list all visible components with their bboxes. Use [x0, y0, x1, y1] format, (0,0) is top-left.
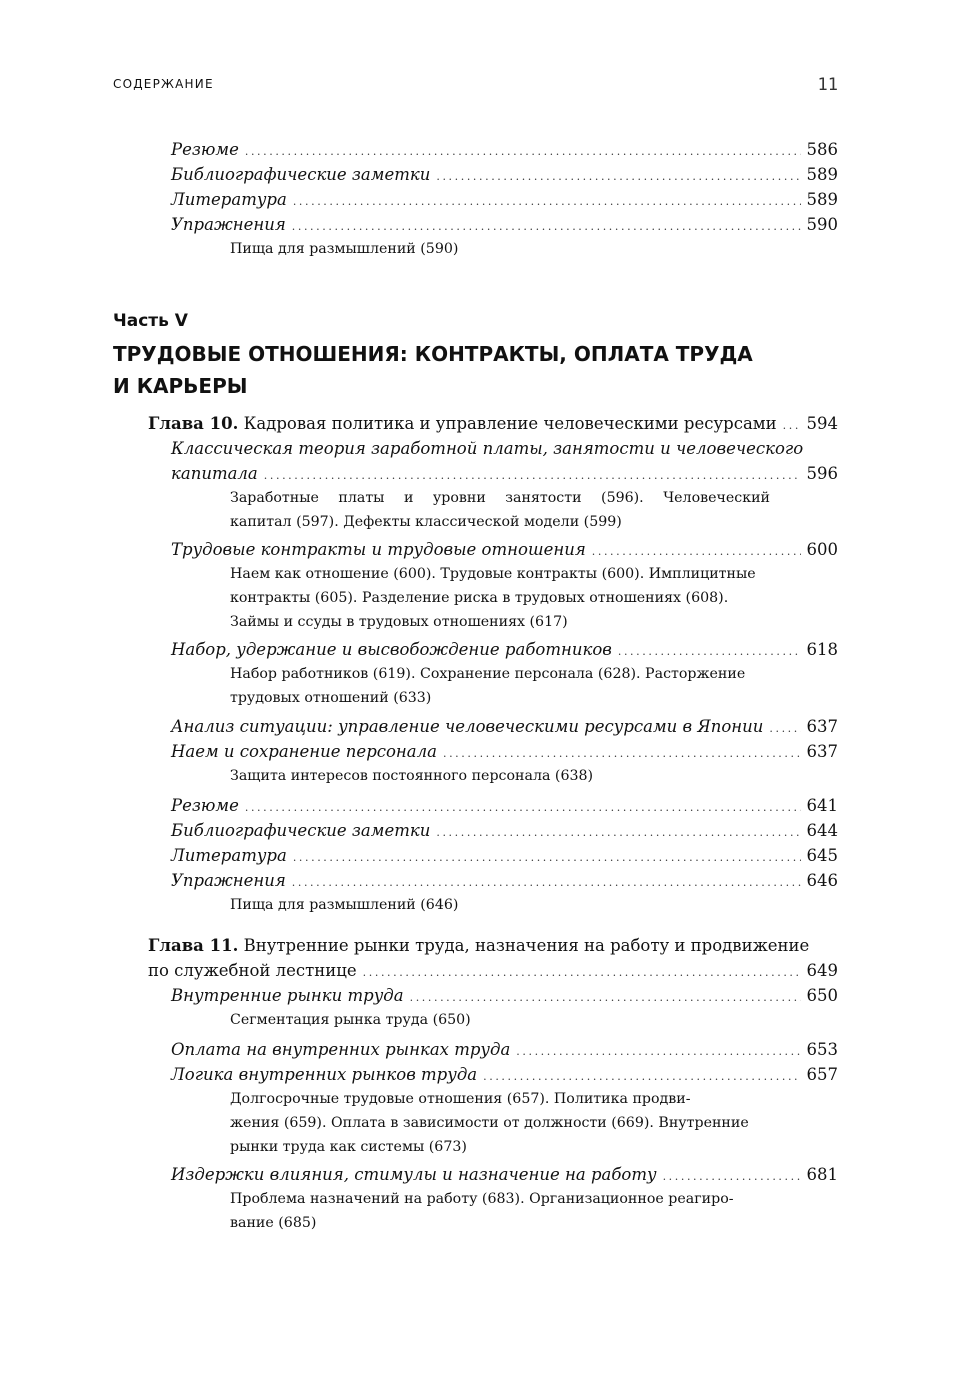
toc-entry-page: 589: [806, 190, 838, 209]
chapter-name: Кадровая политика и управление человеческими ресурсами: [243, 414, 777, 433]
toc-entry[interactable]: [171, 1162, 838, 1189]
dot-leader: [292, 870, 801, 895]
toc-entry-page: 681: [806, 1165, 838, 1184]
toc-entry-page: 637: [806, 717, 838, 736]
toc-entry[interactable]: [171, 1062, 838, 1089]
toc-entry-title: Упражнения: [171, 215, 286, 234]
chapter-entry[interactable]: [148, 958, 838, 985]
toc-subtopics: [230, 764, 770, 788]
toc-entry-title: Резюме: [171, 796, 239, 815]
chapter-page: 649: [806, 961, 838, 980]
dot-leader: [783, 413, 801, 438]
toc-entry[interactable]: [171, 137, 838, 164]
part-label: Часть V: [113, 311, 188, 331]
toc-entry-page: 645: [806, 846, 838, 865]
subtopic-line: Сегментация рынка труда (650): [230, 1012, 471, 1028]
subtopic-line: Проблема назначений на работу (683). Организационное реагиро-: [230, 1191, 734, 1207]
toc-entry-page: 637: [806, 742, 838, 761]
dot-leader: [483, 1064, 800, 1089]
subtopic-line: жения (659). Оплата в зависимости от должности (669). Внутренние: [230, 1115, 749, 1131]
dot-leader: [436, 820, 800, 845]
chapter-name: по служебной лестнице: [148, 961, 357, 980]
toc-entry-title: Оплата на внутренних рынках труда: [171, 1040, 511, 1059]
dot-leader: [363, 960, 801, 985]
toc-entry[interactable]: [171, 187, 838, 214]
part-title-line: ТРУДОВЫЕ ОТНОШЕНИЯ: КОНТРАКТЫ, ОПЛАТА ТРУДА: [113, 342, 753, 366]
subtopic-line: рынки труда как системы (673): [230, 1139, 467, 1155]
toc-entry-title: Библиографические заметки: [171, 165, 431, 184]
chapter-page: 594: [806, 414, 838, 433]
toc-entry[interactable]: [171, 637, 838, 664]
toc-entry-page: 589: [806, 165, 838, 184]
dot-leader: [245, 795, 801, 820]
toc-entry[interactable]: [171, 793, 838, 820]
toc-entry[interactable]: [171, 537, 838, 564]
toc-entry-title: Наем и сохранение персонала: [171, 742, 437, 761]
toc-subtopics: [230, 1187, 770, 1235]
toc-entry-page: 600: [806, 540, 838, 559]
toc-entry-page: 618: [806, 640, 838, 659]
subtopic-line: Долгосрочные трудовые отношения (657). Политика продви-: [230, 1091, 691, 1107]
toc-entry-page: 586: [806, 140, 838, 159]
subtopic-line: Наем как отношение (600). Трудовые контракты (600). Имплицитные: [230, 566, 756, 582]
toc-entry-page: 641: [806, 796, 838, 815]
dot-leader: [618, 639, 801, 664]
running-head: СОДЕРЖАНИЕ: [113, 77, 214, 91]
toc-entry-page: 590: [806, 215, 838, 234]
dot-leader: [516, 1039, 800, 1064]
dot-leader: [443, 741, 801, 766]
part-title-line: И КАРЬЕРЫ: [113, 374, 248, 398]
chapter-name: Внутренние рынки труда, назначения на работу и продвижение: [243, 936, 810, 955]
toc-entry-title: Издержки влияния, стимулы и назначение на работу: [171, 1165, 657, 1184]
toc-entry-title: Литература: [171, 846, 287, 865]
chapter-label: Глава 10.: [148, 414, 239, 433]
toc-entry[interactable]: [171, 818, 838, 845]
toc-entry-page: 646: [806, 871, 838, 890]
chapter-title: [148, 411, 777, 436]
toc-entry-title: Набор, удержание и высвобождение работников: [171, 640, 612, 659]
dot-leader: [292, 214, 801, 239]
toc-entry[interactable]: [171, 212, 838, 239]
part-title: [113, 338, 753, 402]
toc-entry-page: 650: [806, 986, 838, 1005]
chapter-entry-line[interactable]: [148, 933, 809, 958]
toc-entry[interactable]: [171, 714, 838, 741]
subtopic-line: Пища для размышлений (646): [230, 897, 459, 913]
dot-leader: [293, 845, 801, 870]
toc-entry-page: 596: [806, 464, 838, 483]
toc-subtopics: [230, 1087, 770, 1159]
subtopic-line: трудовых отношений (633): [230, 690, 432, 706]
subtopic-line: контракты (605). Разделение риска в трудовых отношениях (608).: [230, 590, 729, 606]
chapter-label: Глава 11.: [148, 936, 239, 955]
toc-subtopics: Пища для размышлений (590): [230, 241, 459, 257]
toc-entry-page: 644: [806, 821, 838, 840]
toc-entry[interactable]: [171, 461, 838, 488]
toc-entry[interactable]: [171, 162, 838, 189]
toc-subtopics: [230, 486, 770, 534]
toc-subtopics: [230, 1008, 770, 1032]
toc-entry-title: Упражнения: [171, 871, 286, 890]
subtopic-line: Набор работников (619). Сохранение персонала (628). Расторжение: [230, 666, 746, 682]
dot-leader: [245, 139, 801, 164]
dot-leader: [410, 985, 801, 1010]
toc-entry-title: Резюме: [171, 140, 239, 159]
toc-entry-title-line[interactable]: Классическая теория заработной платы, занятости и человеческого: [171, 439, 804, 458]
toc-entry[interactable]: [171, 739, 838, 766]
toc-entry[interactable]: [171, 843, 838, 870]
toc-entry-title: Литература: [171, 190, 287, 209]
subtopic-line: вание (685): [230, 1215, 317, 1231]
toc-subtopics: [230, 893, 770, 917]
toc-entry[interactable]: [171, 983, 838, 1010]
subtopic-line: Займы и ссуды в трудовых отношениях (617): [230, 614, 568, 630]
toc-entry[interactable]: [171, 868, 838, 895]
toc-entry-title: капитала: [171, 464, 258, 483]
toc-subtopics: [230, 562, 770, 634]
dot-leader: [769, 716, 800, 741]
subtopic-line: капитал (597). Дефекты классической модели (599): [230, 514, 622, 530]
subtopic-line: Заработные платы и уровни занятости (596). Человеческий: [230, 490, 770, 506]
toc-subtopics: [230, 662, 770, 710]
dot-leader: [663, 1164, 801, 1189]
chapter-entry[interactable]: [148, 411, 838, 438]
dot-leader: [592, 539, 801, 564]
toc-entry-title: Логика внутренних рынков труда: [171, 1065, 478, 1084]
page-number: 11: [817, 75, 838, 95]
toc-entry-page: 657: [806, 1065, 838, 1084]
dot-leader: [436, 164, 800, 189]
dot-leader: [293, 189, 801, 214]
toc-entry-title: Библиографические заметки: [171, 821, 431, 840]
toc-entry-title: Внутренние рынки труда: [171, 986, 404, 1005]
toc-entry-title: Анализ ситуации: управление человеческими ресурсами в Японии: [171, 717, 764, 736]
dot-leader: [264, 463, 801, 488]
toc-entry-title: Трудовые контракты и трудовые отношения: [171, 540, 586, 559]
toc-entry-page: 653: [806, 1040, 838, 1059]
subtopic-line: Защита интересов постоянного персонала (638): [230, 768, 594, 784]
toc-entry[interactable]: [171, 1037, 838, 1064]
